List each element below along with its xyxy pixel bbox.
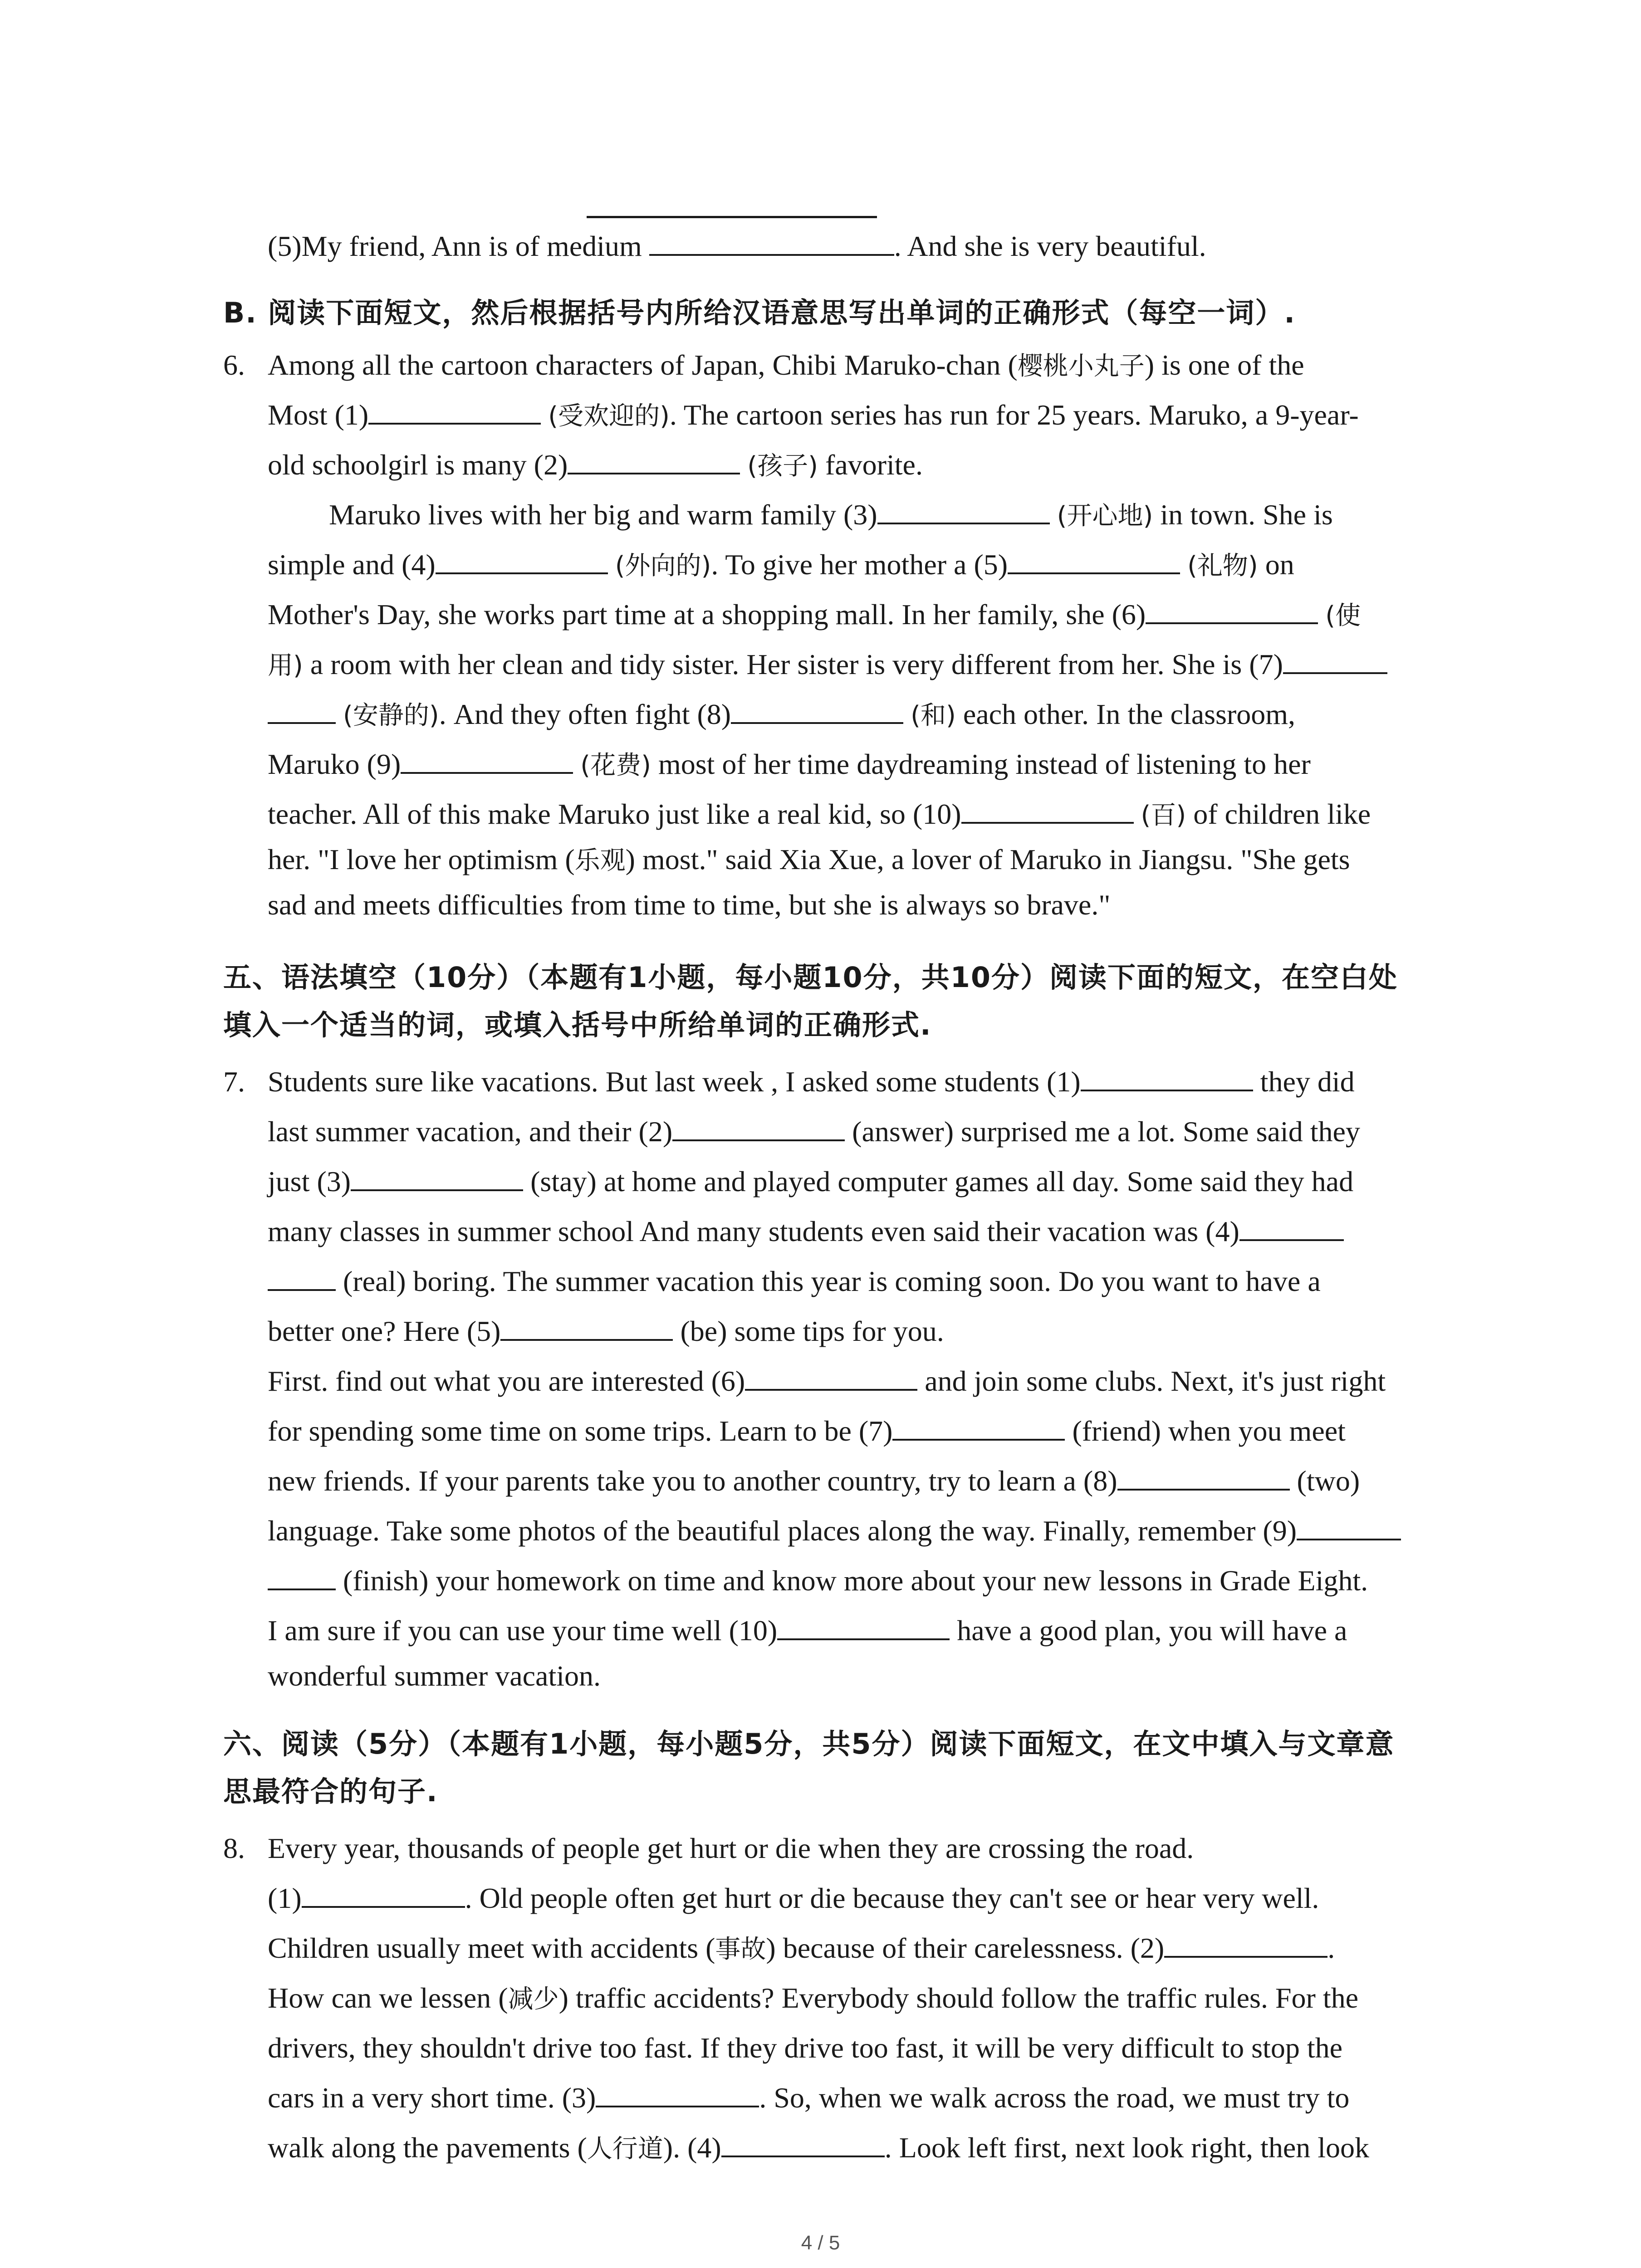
q7-line-10: language. Take some photos of the beautiful places along the way. Finally, remember (9) — [268, 1506, 1401, 1556]
q6-line-7: 用) a room with her clean and tidy sister. Her sister is very different from her. She is (7) — [268, 640, 1387, 691]
answer-blank[interactable] — [1146, 597, 1318, 624]
answer-blank[interactable] — [302, 1881, 465, 1908]
answer-blank[interactable] — [1008, 547, 1180, 574]
answer-blank[interactable] — [731, 697, 903, 724]
section-5-heading-line-2: 填入一个适当的词，或填入括号中所给单词的正确形式. — [223, 1008, 932, 1041]
q7-line-8: for spending some time on some trips. Learn to be (7) (friend) when you meet — [268, 1406, 1346, 1456]
q8-line-6: cars in a very short time. (3) . So, when we walk across the road, we must try to — [268, 2073, 1349, 2123]
section-6-heading-line-1: 六、阅读（5分）（本题有1小题，每小题5分，共5分）阅读下面短文，在文中填入与文章意 — [223, 1727, 1395, 1760]
answer-blank[interactable] — [368, 397, 541, 425]
q8-line-7: walk along the pavements (人行道). (4) . Look left first, next look right, then look — [268, 2123, 1369, 2174]
section-b-heading: B. 阅读下面短文，然后根据括号内所给汉语意思写出单词的正确形式（每空一词）. — [223, 296, 1296, 329]
q7-line-9: new friends. If your parents take you to another country, try to learn a (8) (two) — [268, 1456, 1360, 1506]
answer-blank[interactable] — [1117, 1463, 1290, 1491]
answer-blank[interactable] — [436, 547, 608, 574]
answer-blank[interactable] — [877, 497, 1050, 524]
q7-line-7: First. find out what you are interested (6) and join some clubs. Next, it's just right — [268, 1356, 1386, 1406]
answer-blank[interactable] — [892, 1413, 1065, 1441]
question-number-8: 8. — [223, 1832, 245, 1864]
answer-blank[interactable] — [1164, 1931, 1327, 1958]
q7-line-5: (real) boring. The summer vacation this year is coming soon. Do you want to have a — [268, 1256, 1321, 1306]
answer-blank[interactable] — [672, 1114, 845, 1141]
q6-line-12: sad and meets difficulties from time to time, but she is always so brave." — [268, 889, 1111, 921]
answer-blank[interactable] — [649, 229, 894, 256]
answer-blank[interactable] — [596, 2080, 759, 2107]
answer-blank[interactable] — [268, 1563, 336, 1590]
q8-line-4: How can we lessen (减少) traffic accidents? Everybody should follow the traffic rules. For the — [268, 1982, 1358, 2014]
q6-line-3: old schoolgirl is many (2) (孩子) favorite. — [268, 440, 923, 491]
answer-blank[interactable] — [500, 1314, 673, 1341]
q7-line-1: Students sure like vacations. But last week , I asked some students (1) they did — [268, 1057, 1355, 1107]
answer-blank[interactable] — [1297, 1513, 1401, 1540]
q7-line-12: I am sure if you can use your time well (10) have a good plan, you will have a — [268, 1606, 1347, 1656]
answer-blank[interactable] — [1239, 1214, 1344, 1241]
q6-line-10: teacher. All of this make Maruko just like a real kid, so (10) (百) of children like — [268, 789, 1371, 841]
q7-line-6: better one? Here (5) (be) some tips for you. — [268, 1306, 944, 1356]
answer-blank[interactable] — [568, 447, 740, 474]
q8-line-5: drivers, they shouldn't drive too fast. If they drive too fast, it will be very difficult to stop the — [268, 2032, 1342, 2064]
answer-blank[interactable] — [961, 797, 1134, 824]
q6-line-1: Among all the cartoon characters of Japan, Chibi Maruko-chan (樱桃小丸子) is one of the — [268, 349, 1304, 381]
q6-line-8: (安静的). And they often fight (8) (和) each other. In the classroom, — [268, 689, 1295, 741]
page-number: 4 / 5 — [801, 2232, 840, 2254]
q7-line-2: last summer vacation, and their (2) (answer) surprised me a lot. Some said they — [268, 1107, 1360, 1157]
answer-blank[interactable] — [745, 1364, 917, 1391]
q8-line-3: Children usually meet with accidents (事故) because of their carelessness. (2) . — [268, 1923, 1335, 1975]
answer-blank[interactable] — [351, 1164, 523, 1191]
answer-blank[interactable] — [1081, 1064, 1253, 1091]
q7-line-4: many classes in summer school And many students even said their vacation was (4) — [268, 1207, 1344, 1256]
q6-line-2: Most (1) (受欢迎的). The cartoon series has run for 25 years. Maruko, a 9-year- — [268, 390, 1359, 441]
q6-line-5: simple and (4) (外向的). To give her mother a (5) (礼物) on — [268, 540, 1294, 591]
section-5-heading-line-1: 五、语法填空（10分）（本题有1小题，每小题10分，共10分）阅读下面的短文，在空白处 — [223, 961, 1398, 994]
answer-blank[interactable] — [721, 2130, 885, 2157]
q8-line-1: Every year, thousands of people get hurt or die when they are crossing the road. — [268, 1832, 1194, 1864]
question-number-6: 6. — [223, 349, 245, 381]
section-6-heading-line-2: 思最符合的句子. — [223, 1775, 438, 1808]
q5-line — [268, 221, 1206, 271]
q6-line-4: Maruko lives with her big and warm family (3) (开心地) in town. She is — [329, 490, 1333, 541]
answer-blank[interactable] — [268, 697, 336, 724]
text: (5)My friend, Ann is of medium — [268, 230, 649, 262]
q7-line-11: (finish) your homework on time and know more about your new lessons in Grade Eight. — [268, 1556, 1368, 1606]
answer-blank[interactable] — [401, 747, 573, 774]
answer-blank-line — [587, 216, 877, 218]
q7-line-3: just (3) (stay) at home and played computer games all day. Some said they had — [268, 1157, 1353, 1207]
q7-line-13: wonderful summer vacation. — [268, 1660, 601, 1692]
text: . And she is very beautiful. — [894, 230, 1206, 262]
q6-line-9: Maruko (9) (花费) most of her time daydreaming instead of listening to her — [268, 739, 1311, 791]
q6-line-11: her. "I love her optimism (乐观) most." said Xia Xue, a lover of Maruko in Jiangsu. "She gets — [268, 843, 1350, 875]
question-number-7: 7. — [223, 1066, 245, 1098]
answer-blank[interactable] — [1283, 647, 1387, 674]
q8-line-2: (1) . Old people often get hurt or die because they can't see or hear very well. — [268, 1873, 1319, 1923]
q6-line-6: Mother's Day, she works part time at a shopping mall. In her family, she (6) (使 — [268, 590, 1361, 641]
answer-blank[interactable] — [777, 1613, 950, 1640]
answer-blank[interactable] — [268, 1264, 336, 1291]
